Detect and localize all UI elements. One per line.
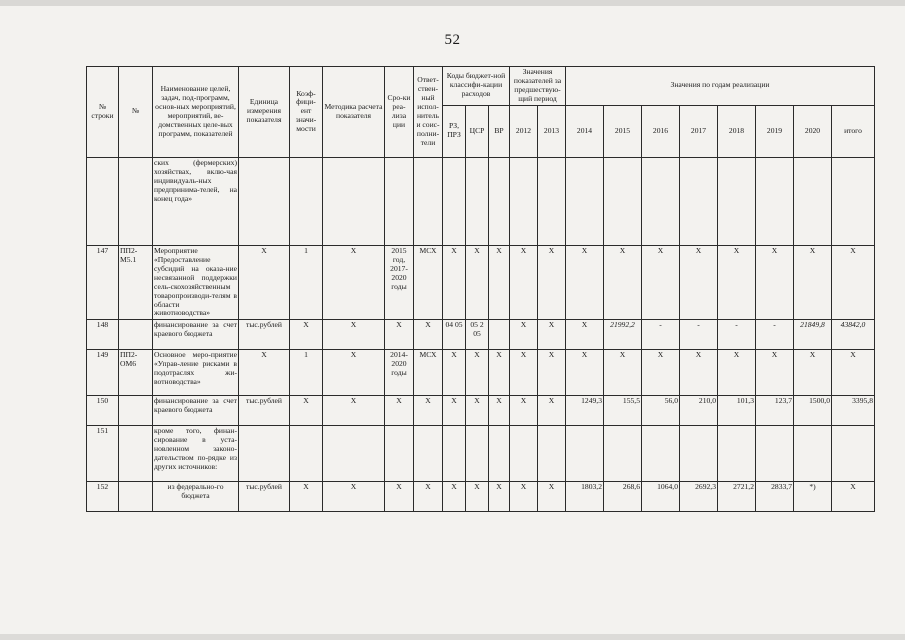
cell-coefficient: Х [290,482,323,512]
cell-unit [239,426,290,482]
cell-csr: Х [466,245,489,320]
cell-2019: Х [756,245,794,320]
cell-coefficient [290,157,323,245]
cell-term: 2015 год, 2017-2020 годы [385,245,414,320]
cell-2018: Х [718,350,756,396]
cell-2016: 56,0 [642,396,680,426]
cell-2015: 268,6 [604,482,642,512]
cell-2015: Х [604,350,642,396]
cell-2014: 1803,2 [566,482,604,512]
cell-unit: тыс.рублей [239,396,290,426]
col-header-2019: 2019 [756,105,794,157]
cell-total: 3395,8 [832,396,875,426]
cell-csr: Х [466,350,489,396]
cell-vr: Х [489,350,510,396]
table-row [87,157,875,245]
col-header-coefficient: Коэф-фици-ент значи-мости [290,67,323,158]
cell-2012: Х [510,396,538,426]
cell-responsible: МСХ [414,245,443,320]
cell-2012: Х [510,320,538,350]
cell-csr: 05 2 05 [466,320,489,350]
cell-total: 43842,0 [832,320,875,350]
page-number: 52 [444,32,461,48]
cell-rz: 04 05 [443,320,466,350]
cell-row-number: 152 [87,482,119,512]
col-header-csr: ЦСР [466,105,489,157]
cell-term: Х [385,396,414,426]
cell-coefficient: Х [290,396,323,426]
col-header-previous-period: Значения показателей за предшествую-щий период [510,67,566,106]
cell-csr: Х [466,396,489,426]
cell-2019: - [756,320,794,350]
cell-total [832,157,875,245]
col-header-total: итого [832,105,875,157]
cell-vr [489,320,510,350]
cell-2020: 1500,0 [794,396,832,426]
cell-2020 [794,426,832,482]
cell-2017: 210,0 [680,396,718,426]
cell-2020 [794,157,832,245]
col-header-2012: 2012 [510,105,538,157]
cell-2015 [604,426,642,482]
cell-code [119,482,153,512]
table-row [87,320,875,350]
cell-2019: 123,7 [756,396,794,426]
col-header-name: Наименование целей, задач, под-программ, основ-ных мероприятий, мероприятий, ве-домственных целе-вых программ, показателей [153,67,239,158]
cell-name: Основное меро-приятие «Управ-ление рисками в подотраслях жи-вотноводства» [153,350,239,396]
cell-coefficient: 1 [290,350,323,396]
cell-2012 [510,157,538,245]
cell-row-number: 148 [87,320,119,350]
cell-rz: Х [443,245,466,320]
col-header-method: Методика расчета показателя [323,67,385,158]
cell-name: из федерально-го бюджета [153,482,239,512]
cell-2014 [566,426,604,482]
cell-2018 [718,157,756,245]
cell-row-number: 149 [87,350,119,396]
cell-method [323,426,385,482]
cell-unit: Х [239,245,290,320]
cell-code [119,320,153,350]
cell-term [385,426,414,482]
cell-2016: Х [642,350,680,396]
col-header-term: Сро-ки реа-лиза ции [385,67,414,158]
col-header-budget-codes: Коды бюджет-ной классифи-кации расходов [443,67,510,106]
cell-2012: Х [510,482,538,512]
cell-term: Х [385,482,414,512]
cell-2020: *) [794,482,832,512]
table-row [87,396,875,426]
cell-2013 [538,426,566,482]
cell-name: кроме того, финан-сирование в уста-новленном законо-дательством по-рядке из других источников: [153,426,239,482]
cell-code [119,426,153,482]
cell-total: Х [832,245,875,320]
cell-2016 [642,157,680,245]
cell-2017: Х [680,245,718,320]
cell-2017: - [680,320,718,350]
cell-responsible [414,426,443,482]
scan-bottom-edge [0,634,905,640]
cell-2014: Х [566,320,604,350]
cell-csr [466,426,489,482]
cell-rz: Х [443,350,466,396]
cell-2017: Х [680,350,718,396]
cell-method [323,157,385,245]
cell-2019: 2833,7 [756,482,794,512]
cell-csr: Х [466,482,489,512]
cell-vr: Х [489,396,510,426]
col-header-responsible: Ответ-ствен-ный испол-нитель и соис-полни-тели [414,67,443,158]
cell-2013: Х [538,245,566,320]
cell-2020: 21849,8 [794,320,832,350]
cell-2015: Х [604,245,642,320]
cell-total [832,426,875,482]
cell-row-number [87,157,119,245]
cell-2017: 2692,3 [680,482,718,512]
cell-rz [443,157,466,245]
cell-method: Х [323,245,385,320]
cell-responsible: МСХ [414,350,443,396]
cell-2016: - [642,320,680,350]
cell-vr: Х [489,245,510,320]
cell-2014: Х [566,350,604,396]
cell-2013: Х [538,396,566,426]
cell-term: 2014-2020 годы [385,350,414,396]
col-header-rz: РЗ, ПРЗ [443,105,466,157]
cell-vr: Х [489,482,510,512]
cell-2016: Х [642,245,680,320]
cell-2013: Х [538,350,566,396]
col-header-2013: 2013 [538,105,566,157]
cell-2018: Х [718,245,756,320]
cell-name: финансирование за счет краевого бюджета [153,396,239,426]
cell-name: Мероприятие «Предоставление субсидий на оказа-ние несвязанной поддержки сель-скохозяйственным товаропроизводи-телям в области животноводства» [153,245,239,320]
cell-responsible: Х [414,320,443,350]
cell-2012: Х [510,350,538,396]
col-header-2020: 2020 [794,105,832,157]
cell-name: финансирование за счет краевого бюджета [153,320,239,350]
col-header-2014: 2014 [566,105,604,157]
cell-term: Х [385,320,414,350]
cell-rz: Х [443,396,466,426]
col-header-unit: Единица измерения показателя [239,67,290,158]
cell-responsible: Х [414,396,443,426]
cell-2019 [756,426,794,482]
cell-2018: 101,3 [718,396,756,426]
cell-row-number: 150 [87,396,119,426]
cell-2020: Х [794,350,832,396]
cell-2017 [680,157,718,245]
cell-csr [466,157,489,245]
col-header-code: № [119,67,153,158]
cell-method: Х [323,482,385,512]
cell-2018: - [718,320,756,350]
cell-term [385,157,414,245]
cell-coefficient [290,426,323,482]
cell-2017 [680,426,718,482]
cell-2014: Х [566,245,604,320]
cell-code: ПП2-М5.1 [119,245,153,320]
cell-method: Х [323,350,385,396]
cell-unit: тыс.рублей [239,482,290,512]
col-header-years: Значения по годам реализации [566,67,875,106]
cell-name: ских (фермерских) хозяйствах, вклю-чая индивидуаль-ных предпринима-телей, на конец года» [153,157,239,245]
col-header-2015: 2015 [604,105,642,157]
cell-2012 [510,426,538,482]
cell-2019: Х [756,350,794,396]
table-row [87,426,875,482]
cell-method: Х [323,320,385,350]
cell-2018: 2721,2 [718,482,756,512]
cell-total: Х [832,350,875,396]
cell-coefficient: Х [290,320,323,350]
cell-row-number: 151 [87,426,119,482]
cell-2014: 1249,3 [566,396,604,426]
cell-unit: тыс.рублей [239,320,290,350]
cell-coefficient: 1 [290,245,323,320]
cell-code: ПП2-ОМ6 [119,350,153,396]
cell-total: Х [832,482,875,512]
scan-top-edge [0,0,905,6]
cell-method: Х [323,396,385,426]
col-header-2018: 2018 [718,105,756,157]
cell-rz [443,426,466,482]
cell-rz: Х [443,482,466,512]
cell-2015: 155,5 [604,396,642,426]
cell-responsible: Х [414,482,443,512]
cell-unit: Х [239,350,290,396]
program-indicators-table [86,66,875,512]
cell-2014 [566,157,604,245]
table-row [87,350,875,396]
cell-2018 [718,426,756,482]
table-row [87,482,875,512]
col-header-vr: ВР [489,105,510,157]
col-header-2017: 2017 [680,105,718,157]
cell-responsible [414,157,443,245]
cell-2013 [538,157,566,245]
table-row [87,245,875,320]
cell-2013: Х [538,482,566,512]
col-header-row-number: № строки [87,67,119,158]
cell-2013: Х [538,320,566,350]
cell-2012: Х [510,245,538,320]
cell-2019 [756,157,794,245]
cell-row-number: 147 [87,245,119,320]
cell-unit [239,157,290,245]
cell-code [119,396,153,426]
cell-2016: 1064,0 [642,482,680,512]
cell-vr [489,426,510,482]
cell-2015 [604,157,642,245]
cell-vr [489,157,510,245]
cell-code [119,157,153,245]
col-header-2016: 2016 [642,105,680,157]
cell-2016 [642,426,680,482]
cell-2015: 21992,2 [604,320,642,350]
cell-2020: Х [794,245,832,320]
